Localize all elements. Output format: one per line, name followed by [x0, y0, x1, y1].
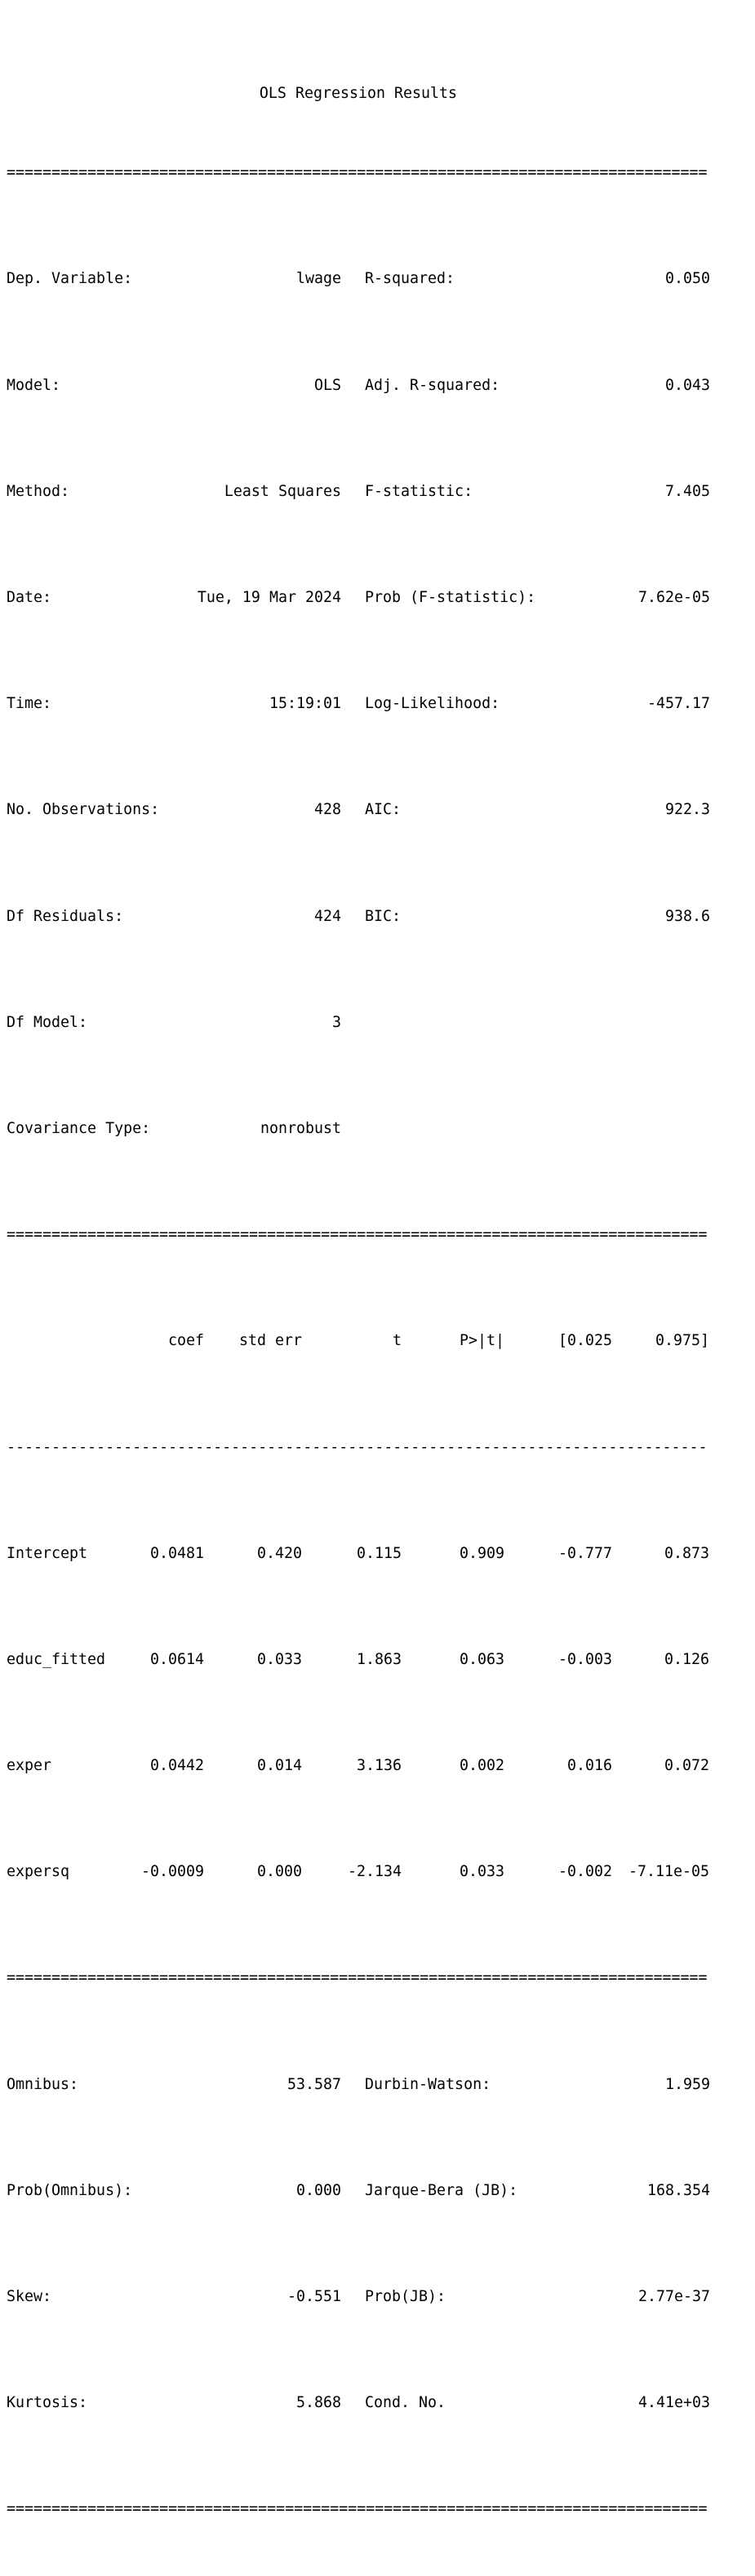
- prob-f-statistic-value: 7.62e-05: [637, 589, 710, 607]
- t-value: 0.115: [356, 1544, 402, 1562]
- omnibus-label: Omnibus:: [7, 2075, 79, 2093]
- coef-row-expersq: [7, 1859, 710, 1886]
- time-label: Time:: [7, 695, 52, 713]
- jarque-bera-label: Jarque-Bera (JB):: [365, 2181, 518, 2199]
- durbin-watson-label: Durbin-Watson:: [365, 2075, 491, 2093]
- ci-high-value: 0.126: [664, 1650, 709, 1668]
- t-value: 3.136: [356, 1757, 402, 1775]
- p-value: 0.002: [459, 1757, 504, 1775]
- p-value: 0.909: [459, 1544, 504, 1562]
- coef-header-ci-low: [0.025: [557, 1332, 612, 1350]
- info-row: [7, 585, 710, 612]
- prob-jb-value: 2.77e-37: [637, 2288, 710, 2306]
- prob-jb-label: Prob(JB):: [365, 2288, 446, 2306]
- log-likelihood-label: Log-Likelihood:: [365, 695, 500, 713]
- df-residuals-label: Df Residuals:: [7, 907, 124, 925]
- column-gutter: [341, 2390, 365, 2417]
- method-value: Least Squares: [224, 482, 341, 500]
- coef-row-name: exper: [7, 1757, 52, 1775]
- info-row: [7, 373, 710, 400]
- info-row: [7, 266, 710, 293]
- column-gutter: [341, 479, 365, 506]
- info-row: [7, 1116, 710, 1143]
- column-gutter: [341, 585, 365, 612]
- durbin-watson-value: 1.959: [664, 2075, 710, 2093]
- jarque-bera-value: 168.354: [646, 2181, 710, 2199]
- column-gutter: [341, 373, 365, 400]
- ci-low-value: 0.016: [566, 1757, 612, 1775]
- coef-value: -0.0009: [140, 1863, 204, 1881]
- coef-header-coef: coef: [167, 1332, 204, 1350]
- bic-value: 938.6: [664, 907, 710, 925]
- adj-r-squared-value: 0.043: [664, 376, 710, 394]
- coef-table-header: [7, 1328, 710, 1355]
- coef-table-header-rule: ------------------------------------------------------------------------------: [7, 1438, 708, 1456]
- coef-row-intercept: [7, 1541, 710, 1568]
- top-rule: ==============================================================================: [7, 164, 708, 182]
- diagnostics-row: [7, 2390, 710, 2417]
- ci-low-value: -0.003: [557, 1650, 612, 1668]
- df-residuals-value: 424: [313, 907, 341, 925]
- coef-table-top-rule: ==============================================================================: [7, 1226, 708, 1244]
- coef-row-name: educ_fitted: [7, 1650, 106, 1668]
- prob-omnibus-value: 0.000: [295, 2181, 341, 2199]
- skew-label: Skew:: [7, 2288, 52, 2306]
- date-label: Date:: [7, 589, 52, 607]
- std-err-value: 0.014: [256, 1757, 302, 1775]
- prob-omnibus-label: Prob(Omnibus):: [7, 2181, 133, 2199]
- diagnostics-row: [7, 2072, 710, 2099]
- coef-header-name: [7, 1328, 116, 1355]
- bic-label: BIC:: [365, 907, 402, 925]
- dep-variable-value: lwage: [295, 270, 341, 288]
- ci-high-value: 0.072: [664, 1757, 709, 1775]
- df-model-label: Df Model:: [7, 1013, 88, 1031]
- time-value: 15:19:01: [269, 695, 341, 713]
- column-gutter: [341, 797, 365, 824]
- t-value: 1.863: [356, 1650, 402, 1668]
- kurtosis-label: Kurtosis:: [7, 2394, 88, 2412]
- covariance-type-label: Covariance Type:: [7, 1119, 151, 1137]
- coef-header-p: P>|t|: [459, 1332, 504, 1350]
- info-row: [7, 479, 710, 506]
- coef-header-std-err: std err: [238, 1332, 302, 1350]
- diagnostics-top-rule: ==============================================================================: [7, 1969, 708, 1987]
- kurtosis-value: 5.868: [295, 2394, 341, 2412]
- model-label: Model:: [7, 376, 61, 394]
- summary-title: OLS Regression Results: [259, 84, 458, 102]
- std-err-value: 0.033: [256, 1650, 302, 1668]
- column-gutter: [341, 691, 365, 718]
- coef-row-exper: [7, 1753, 710, 1780]
- model-value: OLS: [313, 376, 341, 394]
- column-gutter: [341, 266, 365, 293]
- diagnostics-row: [7, 2178, 710, 2205]
- std-err-value: 0.420: [256, 1544, 302, 1562]
- column-gutter: [341, 904, 365, 931]
- p-value: 0.063: [459, 1650, 504, 1668]
- p-value: 0.033: [459, 1863, 504, 1881]
- adj-r-squared-label: Adj. R-squared:: [365, 376, 500, 394]
- column-gutter: [341, 2072, 365, 2099]
- coef-row-educ-fitted: [7, 1647, 710, 1674]
- coef-value: 0.0614: [149, 1650, 204, 1668]
- cond-no-value: 4.41e+03: [637, 2394, 710, 2412]
- diagnostics-row: [7, 2284, 710, 2311]
- ci-high-value: -7.11e-05: [628, 1863, 709, 1881]
- no-observations-label: No. Observations:: [7, 801, 160, 819]
- coef-row-name: Intercept: [7, 1544, 88, 1562]
- column-gutter: [341, 2284, 365, 2311]
- info-row: [7, 797, 710, 824]
- info-row: [7, 904, 710, 931]
- r-squared-value: 0.050: [664, 270, 710, 288]
- covariance-type-value: nonrobust: [260, 1119, 341, 1137]
- skew-value: -0.551: [286, 2288, 341, 2306]
- bottom-rule: ==============================================================================: [7, 2500, 708, 2518]
- f-statistic-label: F-statistic:: [365, 482, 473, 500]
- coef-header-ci-high: 0.975]: [655, 1332, 709, 1350]
- no-observations-value: 428: [313, 801, 341, 819]
- std-err-value: 0.000: [256, 1863, 302, 1881]
- dep-variable-label: Dep. Variable:: [7, 270, 133, 288]
- coef-value: 0.0442: [149, 1757, 204, 1775]
- log-likelihood-value: -457.17: [646, 695, 710, 713]
- f-statistic-value: 7.405: [664, 482, 710, 500]
- ci-low-value: -0.777: [557, 1544, 612, 1562]
- info-row: [7, 691, 710, 718]
- coef-row-name: expersq: [7, 1863, 70, 1881]
- ci-low-value: -0.002: [557, 1863, 612, 1881]
- df-model-value: 3: [331, 1013, 341, 1031]
- aic-value: 922.3: [664, 801, 710, 819]
- t-value: -2.134: [347, 1863, 402, 1881]
- coef-value: 0.0481: [149, 1544, 204, 1562]
- omnibus-value: 53.587: [286, 2075, 341, 2093]
- coef-header-t: t: [392, 1332, 402, 1350]
- method-label: Method:: [7, 482, 70, 500]
- info-row: [7, 1010, 710, 1037]
- cond-no-label: Cond. No.: [365, 2394, 446, 2412]
- prob-f-statistic-label: Prob (F-statistic):: [365, 589, 536, 607]
- date-value: Tue, 19 Mar 2024: [197, 589, 341, 607]
- aic-label: AIC:: [365, 801, 402, 819]
- ci-high-value: 0.873: [664, 1544, 709, 1562]
- column-gutter: [341, 2178, 365, 2205]
- r-squared-label: R-squared:: [365, 270, 455, 288]
